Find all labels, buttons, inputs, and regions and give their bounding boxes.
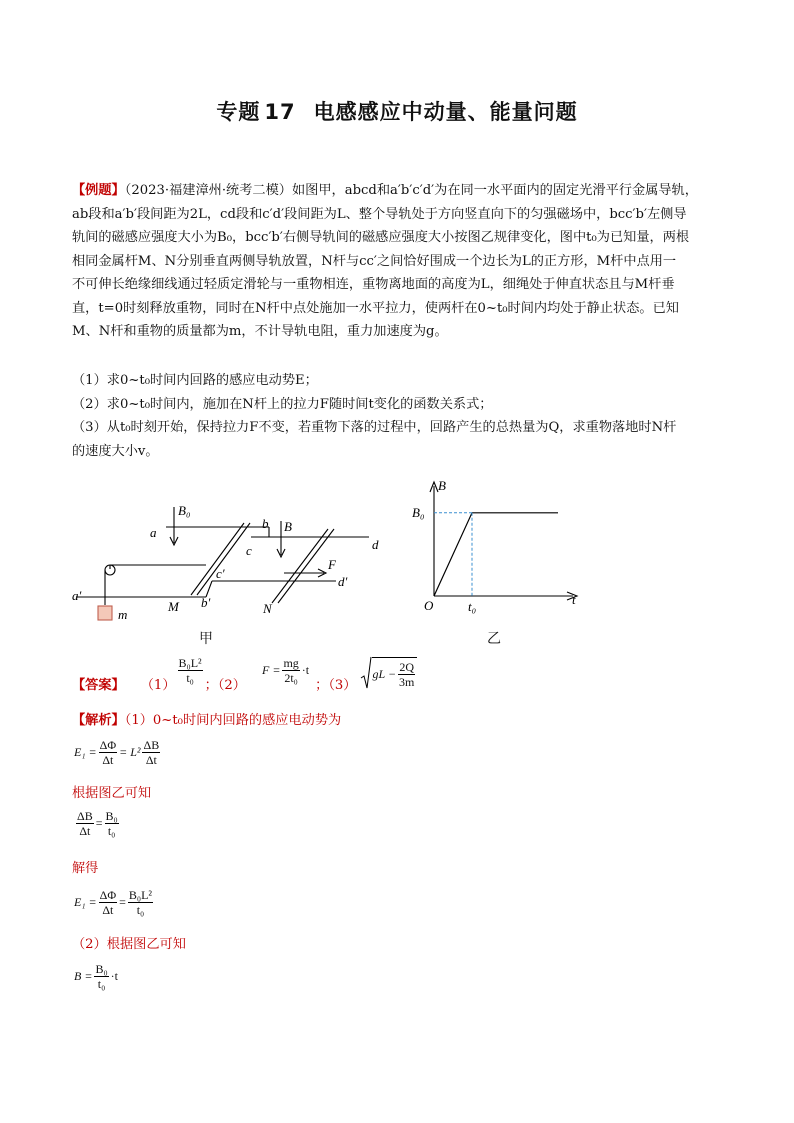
equation-1 [74, 738, 162, 767]
answer-3-num: 2Q [399, 659, 415, 674]
equation-2 [74, 809, 121, 838]
eq2-den2: t₀ [107, 824, 116, 838]
solution-intro [72, 709, 341, 728]
sqrt-sign [360, 656, 372, 690]
answer-2-num: mg [283, 656, 299, 670]
problem-tag: 【例题】 [72, 183, 125, 198]
chart-x-label: t [572, 592, 576, 607]
equation-4 [74, 962, 118, 991]
eq3-den1: Δt [102, 903, 114, 917]
eq3-lhs: E₁ = [74, 895, 97, 909]
eq1-den2: Δt [145, 753, 157, 767]
answer-part-1: （1） [140, 678, 176, 693]
eq1-den1: Δt [102, 753, 114, 767]
eq2-num1: ΔB [77, 809, 93, 823]
label-d-prime: d′ [338, 574, 348, 589]
answer-2-fraction [282, 656, 299, 685]
problem-line [72, 179, 724, 203]
answer-3-term: gL − [372, 666, 397, 681]
label-B0: B₀ [178, 503, 191, 518]
solution-text-3: 解得 [72, 861, 99, 876]
figure-jia [66, 495, 396, 645]
title-number: 17 [264, 100, 296, 124]
chart-origin: O [424, 598, 434, 613]
answer-3-fraction [398, 660, 415, 689]
questions [72, 369, 724, 463]
answer-2-den: 2t₀ [284, 671, 298, 685]
eq1-mid: = L² [119, 745, 141, 759]
answer [72, 656, 417, 693]
chart-x-tick: t₀ [468, 599, 477, 614]
label-c-prime: c′ [216, 566, 225, 581]
solution-label: 【解析】 [72, 713, 125, 728]
figure-jia-caption: 甲 [199, 631, 213, 647]
problem-line-4: 不可伸长绝缘细线通过轻质定滑轮与一重物相连，重物离地面的高度为L，细绳处于伸直状态且与M杆垂 [72, 277, 675, 292]
title-prefix: 专题 [216, 100, 261, 124]
label-a: a [150, 525, 157, 540]
eq1-lhs: E₁ = [74, 745, 97, 759]
problem-line-1: ab段和a′b′段间距为2L，cd段和c′d′段间距为L、整个导轨处于方向竖直向下的匀强磁场中，bcc′b′左侧导 [72, 206, 687, 222]
chart-y-tick: B₀ [412, 504, 425, 520]
figure-yi-caption: 乙 [487, 631, 501, 647]
eq4-den: t₀ [97, 977, 106, 991]
eq3-num2: B₀L² [128, 888, 153, 902]
label-a-prime: a′ [72, 588, 82, 603]
question-1: （1）求0~t₀时间内回路的感应电动势E； [72, 373, 318, 388]
label-F: F [328, 557, 336, 572]
answer-2-tail: ·t [301, 663, 310, 677]
answer-label: 【答案】 [72, 678, 125, 693]
figure-yi-chart [408, 476, 588, 621]
problem-line-2: 轨间的磁感应强度大小为B₀，bcc′b′右侧导轨间的磁感应强度大小按图乙规律变化，图中t₀为已知量，两根 [72, 230, 690, 245]
chart-y-label: B [438, 478, 446, 493]
eq3-den2: t₀ [136, 903, 145, 917]
solution-intro-text: （1）0~t₀时间内回路的感应电动势为 [124, 713, 342, 728]
answer-1-den: t₀ [186, 671, 194, 685]
problem-line-6: M、N杆和重物的质量都为m，不计导轨电阻，重力加速度为g。 [72, 324, 448, 339]
eq2-den1: Δt [79, 824, 91, 838]
problem-line-5: 直，t=0时刻释放重物，同时在N杆中点处施加一水平拉力，使两杆在0~t₀时间内均处于静止状态。已知 [72, 300, 679, 316]
solution-text-4: （2）根据图乙可知 [72, 937, 186, 952]
question-3: （3）从t₀时刻开始，保持拉力F不变，若重物下落的过程中，回路产生的总热量为Q，求重物落地时N杆 [72, 420, 677, 435]
page-title [0, 96, 794, 126]
label-B: B [284, 519, 292, 534]
eq2-mid: = [95, 816, 103, 830]
eq4-tail: ·t [110, 969, 118, 983]
label-c: c [246, 543, 252, 558]
answer-1-num: B₀L² [178, 656, 202, 670]
question-3-cont: 的速度大小v。 [72, 443, 159, 459]
eq1-num1: ΔΦ [99, 738, 117, 752]
title-text: 电感感应中动量、能量问题 [313, 100, 578, 124]
problem-text [72, 179, 724, 344]
problem-line-3: 相同金属杆M、N分别垂直两侧导轨放置，N杆与cc′之间恰好围成一个边长为L的正方形，M杆中点用一 [72, 253, 677, 269]
eq3-mid: = [119, 895, 126, 909]
label-m: m [118, 607, 128, 622]
label-N: N [263, 601, 272, 616]
answer-part-2: ；（2） [204, 678, 246, 693]
eq2-num2: B₀ [105, 809, 118, 823]
eq4-num: B₀ [95, 962, 108, 976]
equation-3 [74, 888, 155, 917]
series-line-B [434, 513, 558, 596]
answer-part-3: ；（3） [315, 678, 357, 693]
label-b: b [262, 516, 269, 531]
question-2: （2）求0~t₀时间内，施加在N杆上的拉力F随时间t变化的函数关系式； [72, 396, 493, 412]
eq3-num1: ΔΦ [99, 888, 117, 902]
problem-line-0: （2023·福建漳州·统考二模）如图甲，abcd和a′b′c′d′为在同一水平面内的固定光滑平行金属导轨， [124, 183, 698, 198]
answer-2-expr [262, 656, 309, 685]
answer-3-den: 3m [399, 674, 415, 689]
answer-2-lhs: F = [262, 663, 281, 677]
solution-text-2: 根据图乙可知 [72, 786, 152, 801]
answer-1-fraction [178, 656, 203, 685]
eq1-num2: ΔB [143, 738, 160, 752]
eq4-lhs: B = [74, 969, 93, 983]
label-b-prime: b′ [201, 595, 211, 610]
label-d: d [372, 537, 379, 552]
answer-3-sqrt [360, 656, 417, 690]
label-M: M [168, 599, 179, 614]
